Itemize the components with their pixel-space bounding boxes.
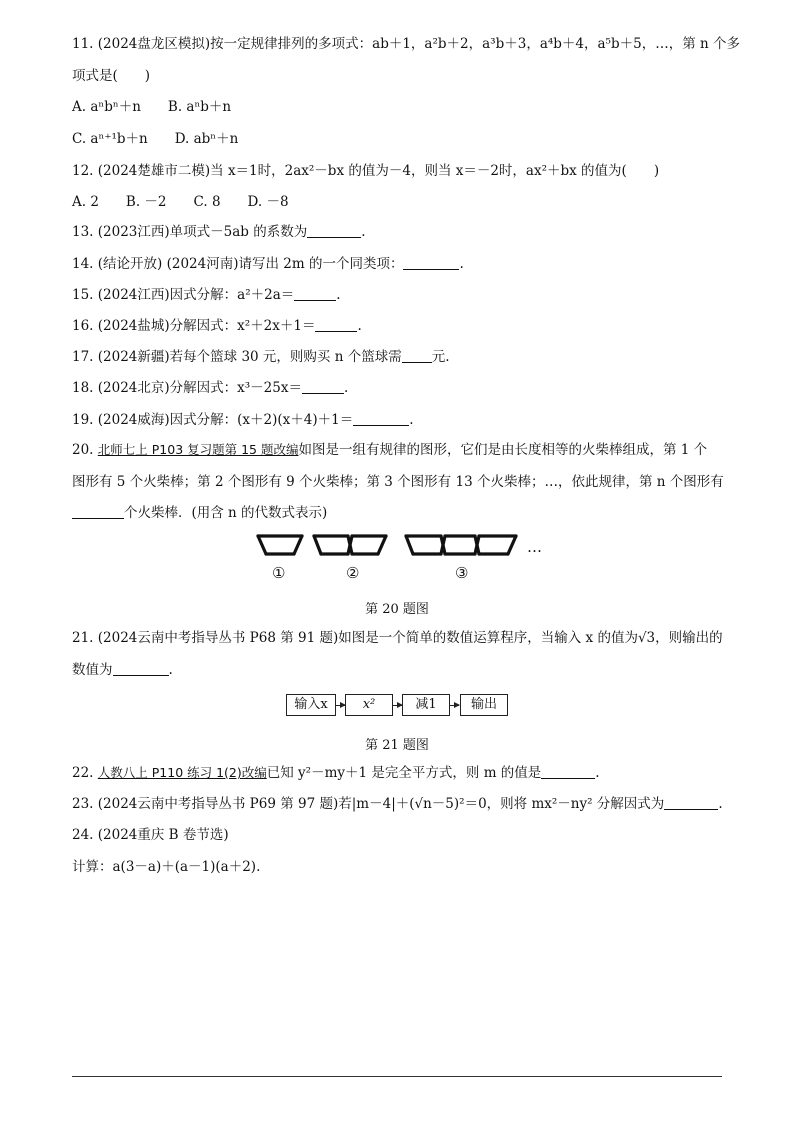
q20-figure-caption: 第 20 题图 bbox=[365, 602, 429, 617]
q21-answer-blank[interactable] bbox=[113, 661, 169, 676]
figure-1-trapezoid bbox=[258, 536, 302, 554]
q23-text: 23. (2024云南中考指导丛书 P69 第 97 题)若|m－4|＋(√n－5)²＝0，则将 mx²－ny² 分解因式为 bbox=[72, 796, 665, 812]
flow-box-output: 输出 bbox=[460, 694, 508, 716]
q20-stem-line3-text: 个火柴棒．(用含 n 的代数式表示) bbox=[124, 505, 328, 521]
q18-answer-blank[interactable] bbox=[302, 379, 344, 394]
q17-unit: 元. bbox=[431, 349, 450, 365]
q19-answer-blank[interactable] bbox=[353, 411, 409, 426]
q15: 15. (2024江西)因式分解：a²＋2a＝ . bbox=[72, 287, 341, 303]
q12-stem: 12. (2024楚雄市二模)当 x＝1时，2ax²－bx 的值为－4，则当 x＝－2时，ax²＋bx 的值为( ) bbox=[72, 163, 660, 179]
q20-stem-text: 如图是一组有规律的图形，它们是由长度相等的火柴棒组成，第 1 个 bbox=[298, 442, 708, 458]
flow-arrow bbox=[393, 705, 402, 706]
figure-label-2: ② bbox=[346, 564, 360, 582]
q22-source: 人教八上 P110 练习 1(2)改编 bbox=[97, 765, 267, 780]
q18-text: 18. (2024北京)分解因式：x³－25x＝ bbox=[72, 380, 302, 396]
q19: 19. (2024威海)因式分解：(x＋2)(x＋4)＋1＝ . bbox=[72, 412, 414, 428]
q17-text: 17. (2024新疆)若每个篮球 30 元，则购买 n 个篮球需 bbox=[72, 349, 402, 365]
q14: 14. (结论开放) (2024河南)请写出 2m 的一个同类项： . bbox=[72, 256, 464, 272]
q23: 23. (2024云南中考指导丛书 P69 第 97 题)若|m－4|＋(√n－5)²＝0，则将 mx²－ny² 分解因式为 . bbox=[72, 796, 723, 812]
q20-stem bbox=[72, 440, 707, 460]
q21-stem: 21. (2024云南中考指导丛书 P68 第 91 题)如图是一个简单的数值运算程序，当输入 x 的值为√3，则输出的 bbox=[72, 630, 723, 646]
flow-box-input: 输入x bbox=[286, 694, 336, 716]
q17-answer-blank[interactable] bbox=[402, 348, 432, 363]
q16-text: 16. (2024盐城)分解因式：x²＋2x＋1＝ bbox=[72, 318, 316, 334]
flow-arrow bbox=[450, 705, 459, 706]
q13-text: 13. (2023江西)单项式－5ab 的系数为 bbox=[72, 224, 308, 240]
q20-source: 北师七上 P103 复习题第 15 题改编 bbox=[97, 442, 299, 457]
q16-answer-blank[interactable] bbox=[315, 317, 357, 332]
q19-text: 19. (2024威海)因式分解：(x＋2)(x＋4)＋1＝ bbox=[72, 412, 354, 428]
q11-options-cd: C. aⁿ⁺¹b＋n D. abⁿ＋n bbox=[72, 131, 239, 147]
q12-options: A. 2 B. －2 C. 8 D. －8 bbox=[72, 194, 289, 210]
figure-label-1: ① bbox=[272, 564, 286, 582]
figure-ellipsis: … bbox=[527, 538, 542, 556]
q11-stem: 11. (2024盘龙区模拟)按一定规律排列的多项式：ab＋1，a²b＋2，a³b＋3，a⁴b＋4，a⁵b＋5，…，第 n 个多 bbox=[72, 36, 740, 52]
matchstick-figure bbox=[250, 530, 550, 564]
q20-number: 20. bbox=[72, 442, 94, 458]
q13-answer-blank[interactable] bbox=[307, 223, 361, 238]
q15-text: 15. (2024江西)因式分解：a²＋2a＝ bbox=[72, 287, 295, 303]
flow-arrow bbox=[336, 705, 345, 706]
q24-stem: 24. (2024重庆 B 卷节选) bbox=[72, 827, 229, 843]
flow-box-square: x² bbox=[345, 694, 393, 716]
q21-stem-line2: 数值为 . bbox=[72, 662, 173, 678]
q18: 18. (2024北京)分解因式：x³－25x＝ . bbox=[72, 380, 349, 396]
q17 bbox=[72, 347, 450, 367]
q20-stem-line3 bbox=[72, 503, 327, 523]
q20-answer-blank[interactable] bbox=[72, 504, 124, 519]
q16: 16. (2024盐城)分解因式：x²＋2x＋1＝ . bbox=[72, 318, 362, 334]
q21-stem-line2-text: 数值为 bbox=[72, 662, 113, 678]
q22: 22. 人教八上 P110 练习 1(2)改编已知 y²－my＋1 是完全平方式，则 m 的值是 . bbox=[72, 765, 600, 781]
q15-answer-blank[interactable] bbox=[294, 286, 336, 301]
q24-task: 计算：a(3－a)＋(a－1)(a＋2). bbox=[72, 859, 261, 875]
q23-answer-blank[interactable] bbox=[664, 795, 718, 810]
q14-answer-blank[interactable] bbox=[403, 255, 459, 270]
q11-stem-cont: 项式是( ) bbox=[72, 68, 151, 84]
q14-text: 14. (结论开放) (2024河南)请写出 2m 的一个同类项： bbox=[72, 256, 404, 272]
q22-answer-blank[interactable] bbox=[541, 764, 595, 779]
flow-box-minus-one: 减1 bbox=[402, 694, 450, 716]
q22-text: 已知 y²－my＋1 是完全平方式，则 m 的值是 bbox=[266, 765, 542, 781]
figure-3-trapezoids bbox=[406, 536, 516, 554]
q21-figure-caption: 第 21 题图 bbox=[365, 738, 429, 753]
footer-divider bbox=[72, 1076, 722, 1077]
q20-stem-line2: 图形有 5 个火柴棒；第 2 个图形有 9 个火柴棒；第 3 个图形有 13 个火柴棒；…，依此规律，第 n 个图形有 bbox=[72, 474, 724, 490]
figure-label-3: ③ bbox=[455, 564, 469, 582]
q11-options-ab: A. aⁿbⁿ＋n B. aⁿb＋n bbox=[72, 99, 232, 115]
q22-number: 22. bbox=[72, 765, 94, 781]
q13: 13. (2023江西)单项式－5ab 的系数为 . bbox=[72, 224, 366, 240]
figure-2-trapezoids bbox=[314, 536, 386, 554]
